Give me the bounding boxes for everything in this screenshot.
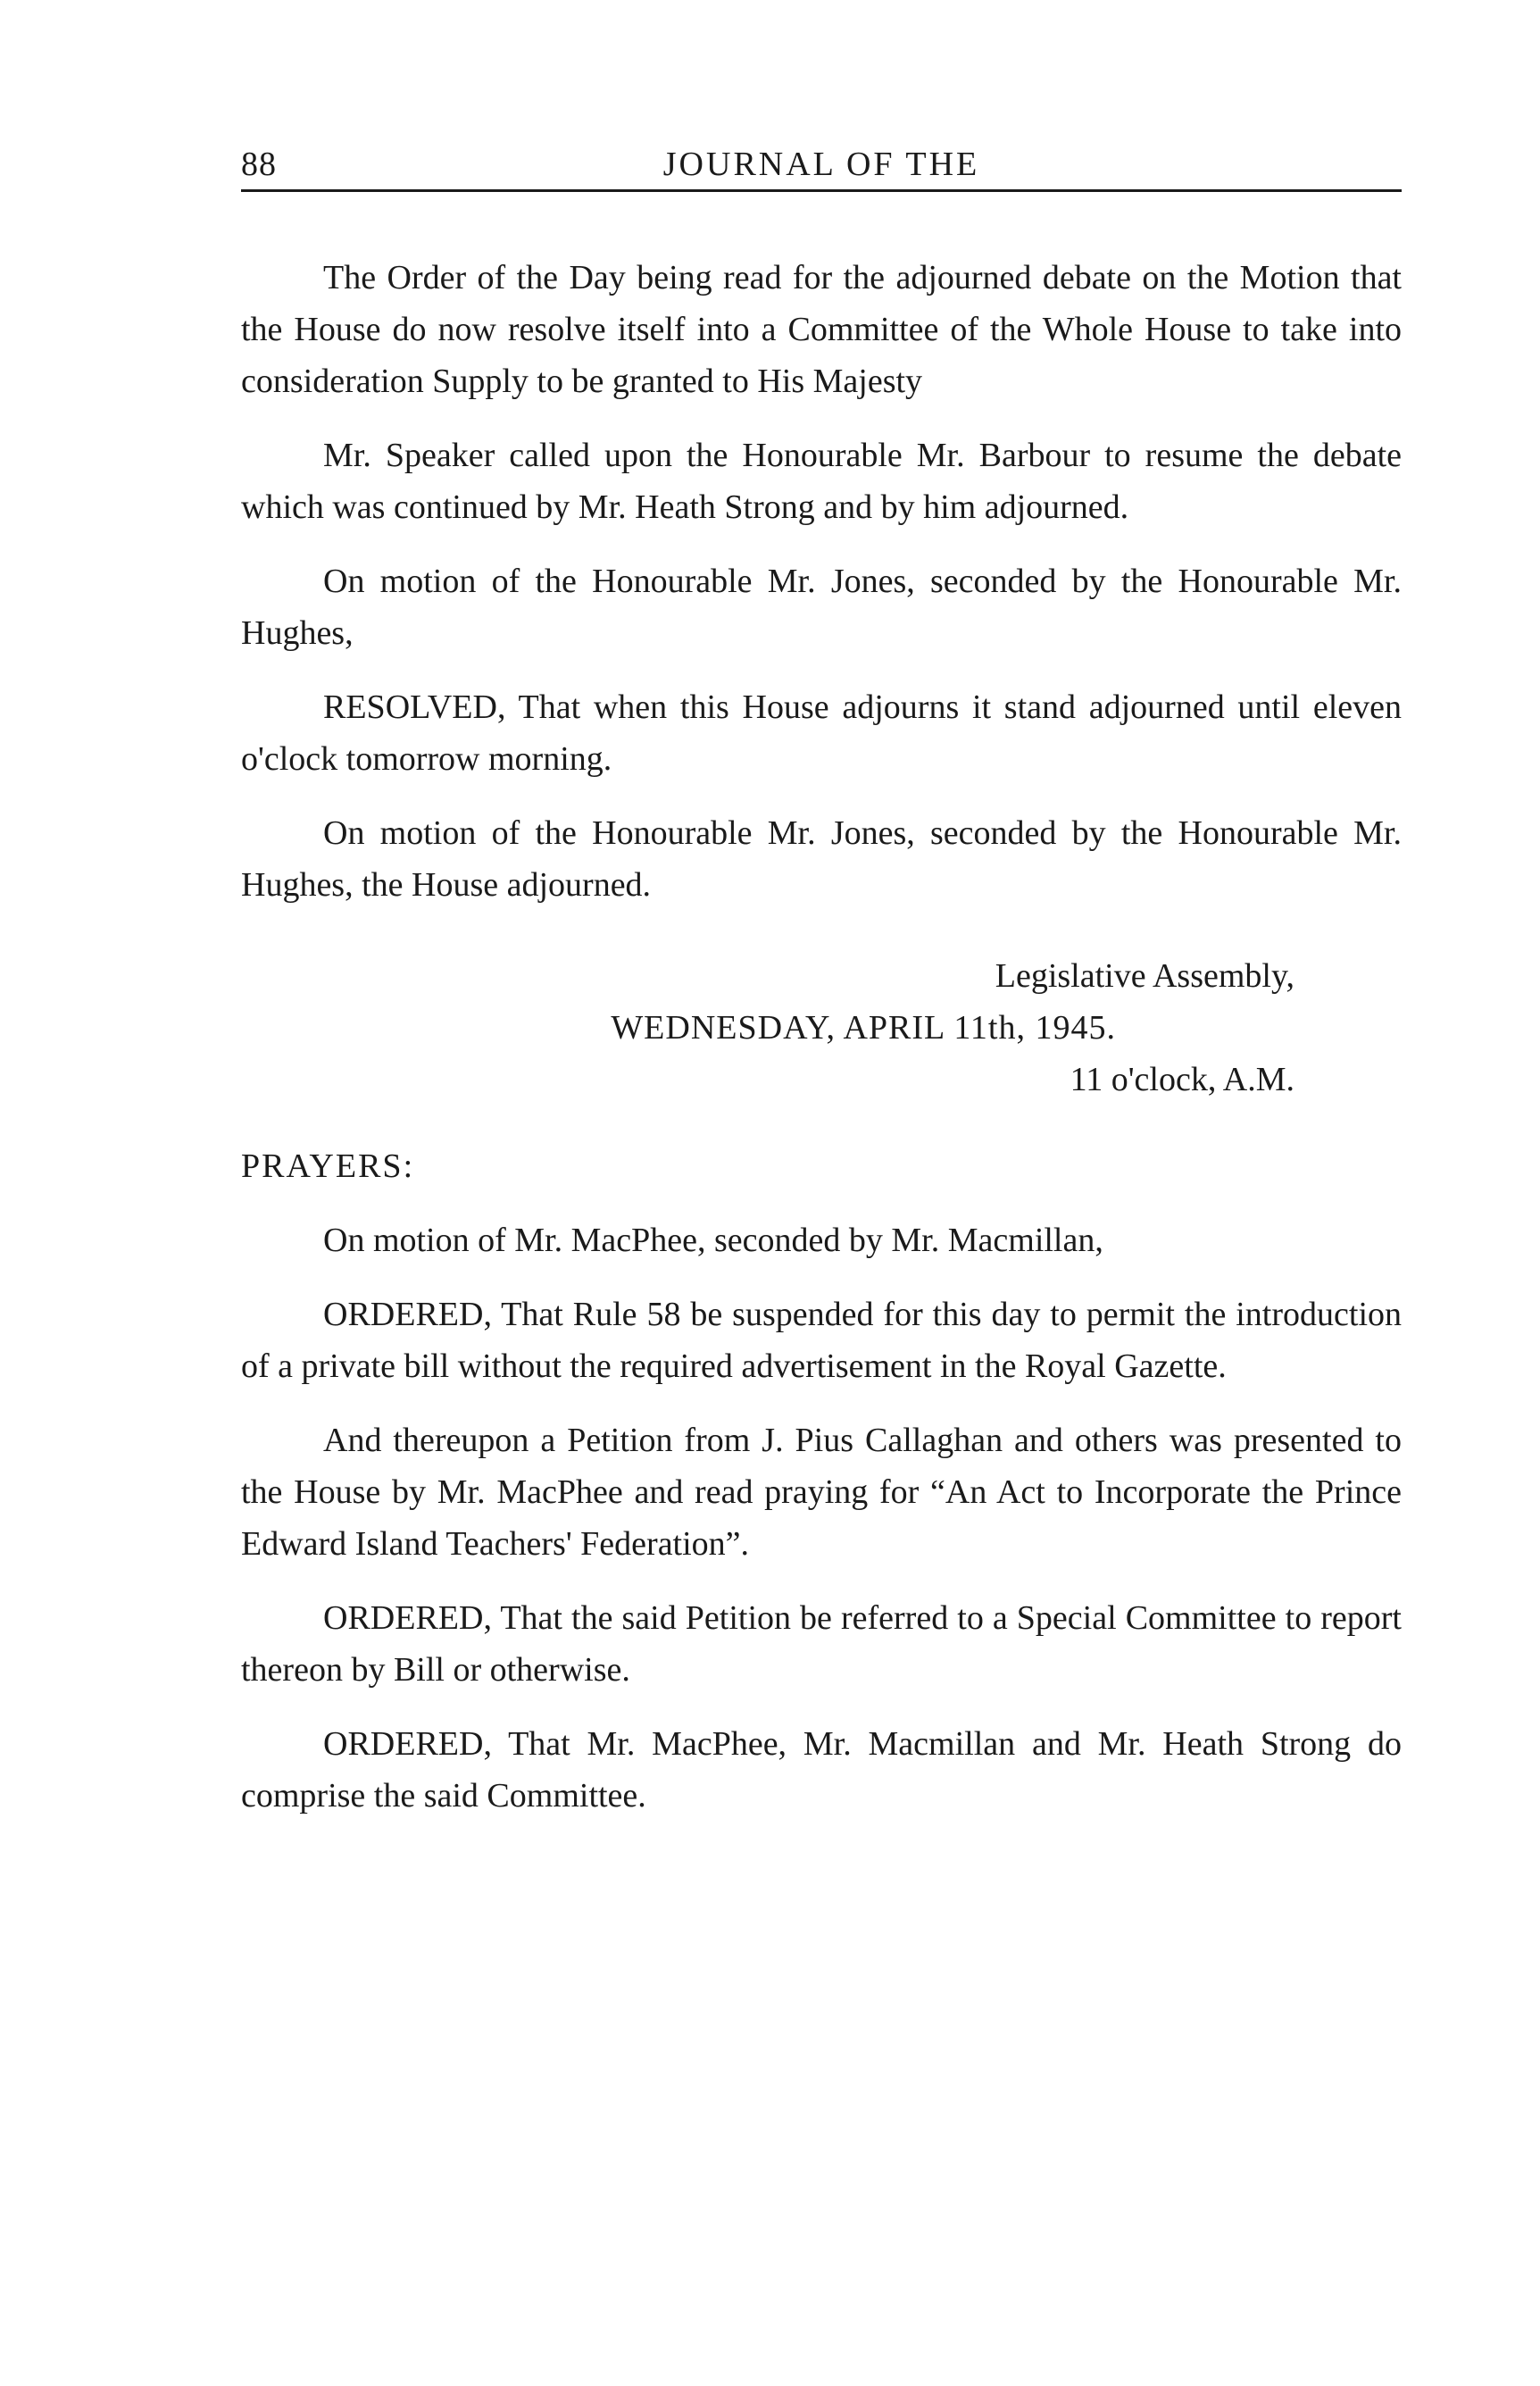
prayers-heading: PRAYERS: xyxy=(241,1147,415,1185)
paragraph-speaker-called: Mr. Speaker called upon the Honourable Mr. Barbour to resume the debate which was continued by Mr. Heath Strong and by him adjourned. xyxy=(241,437,1402,526)
paragraph-ordered-committee-members: ORDERED, That Mr. MacPhee, Mr. Macmillan and Mr. Heath Strong do comprise the said Committee. xyxy=(241,1725,1402,1815)
sitting-time: 11 o'clock, A.M. xyxy=(1070,1061,1294,1098)
sitting-date-block xyxy=(241,950,1402,1140)
paragraph-petition: And thereupon a Petition from J. Pius Callaghan and others was presented to the House by Mr. MacPhee and read praying for “An Act to Incorporate the Prince Edward Island Teachers' Federation”. xyxy=(241,1422,1402,1563)
sitting-date: WEDNESDAY, APRIL 11th, 1945. xyxy=(611,1009,1116,1047)
paragraph-motion-jones: On motion of the Honourable Mr. Jones, seconded by the Honourable Mr. Hughes, xyxy=(241,563,1402,652)
header-rule xyxy=(241,189,1402,192)
paragraph-house-adjourned: On motion of the Honourable Mr. Jones, seconded by the Honourable Mr. Hughes, the House adjourned. xyxy=(241,814,1402,904)
journal-body xyxy=(241,252,1402,1844)
paragraph-ordered-rule-58: ORDERED, That Rule 58 be suspended for this day to permit the introduction of a private bill without the required advertisement in the Royal Gazette. xyxy=(241,1296,1402,1385)
running-head: JOURNAL OF THE xyxy=(662,146,980,183)
page-number: 88 xyxy=(241,146,277,183)
paragraph-resolved: RESOLVED, That when this House adjourns it stand adjourned until eleven o'clock tomorrow morning. xyxy=(241,688,1402,778)
assembly-line: Legislative Assembly, xyxy=(995,957,1294,995)
paragraph-motion-macphee: On motion of Mr. MacPhee, seconded by Mr. Macmillan, xyxy=(323,1222,1103,1259)
paragraph-order-of-day: The Order of the Day being read for the adjourned debate on the Motion that the House do now resolve itself into a Committee of the Whole House to take into consideration Supply to be granted to His Majesty xyxy=(241,259,1402,400)
paragraph-ordered-special-committee: ORDERED, That the said Petition be referred to a Special Committee to report thereon by Bill or otherwise. xyxy=(241,1599,1402,1689)
page-header xyxy=(241,143,1402,193)
